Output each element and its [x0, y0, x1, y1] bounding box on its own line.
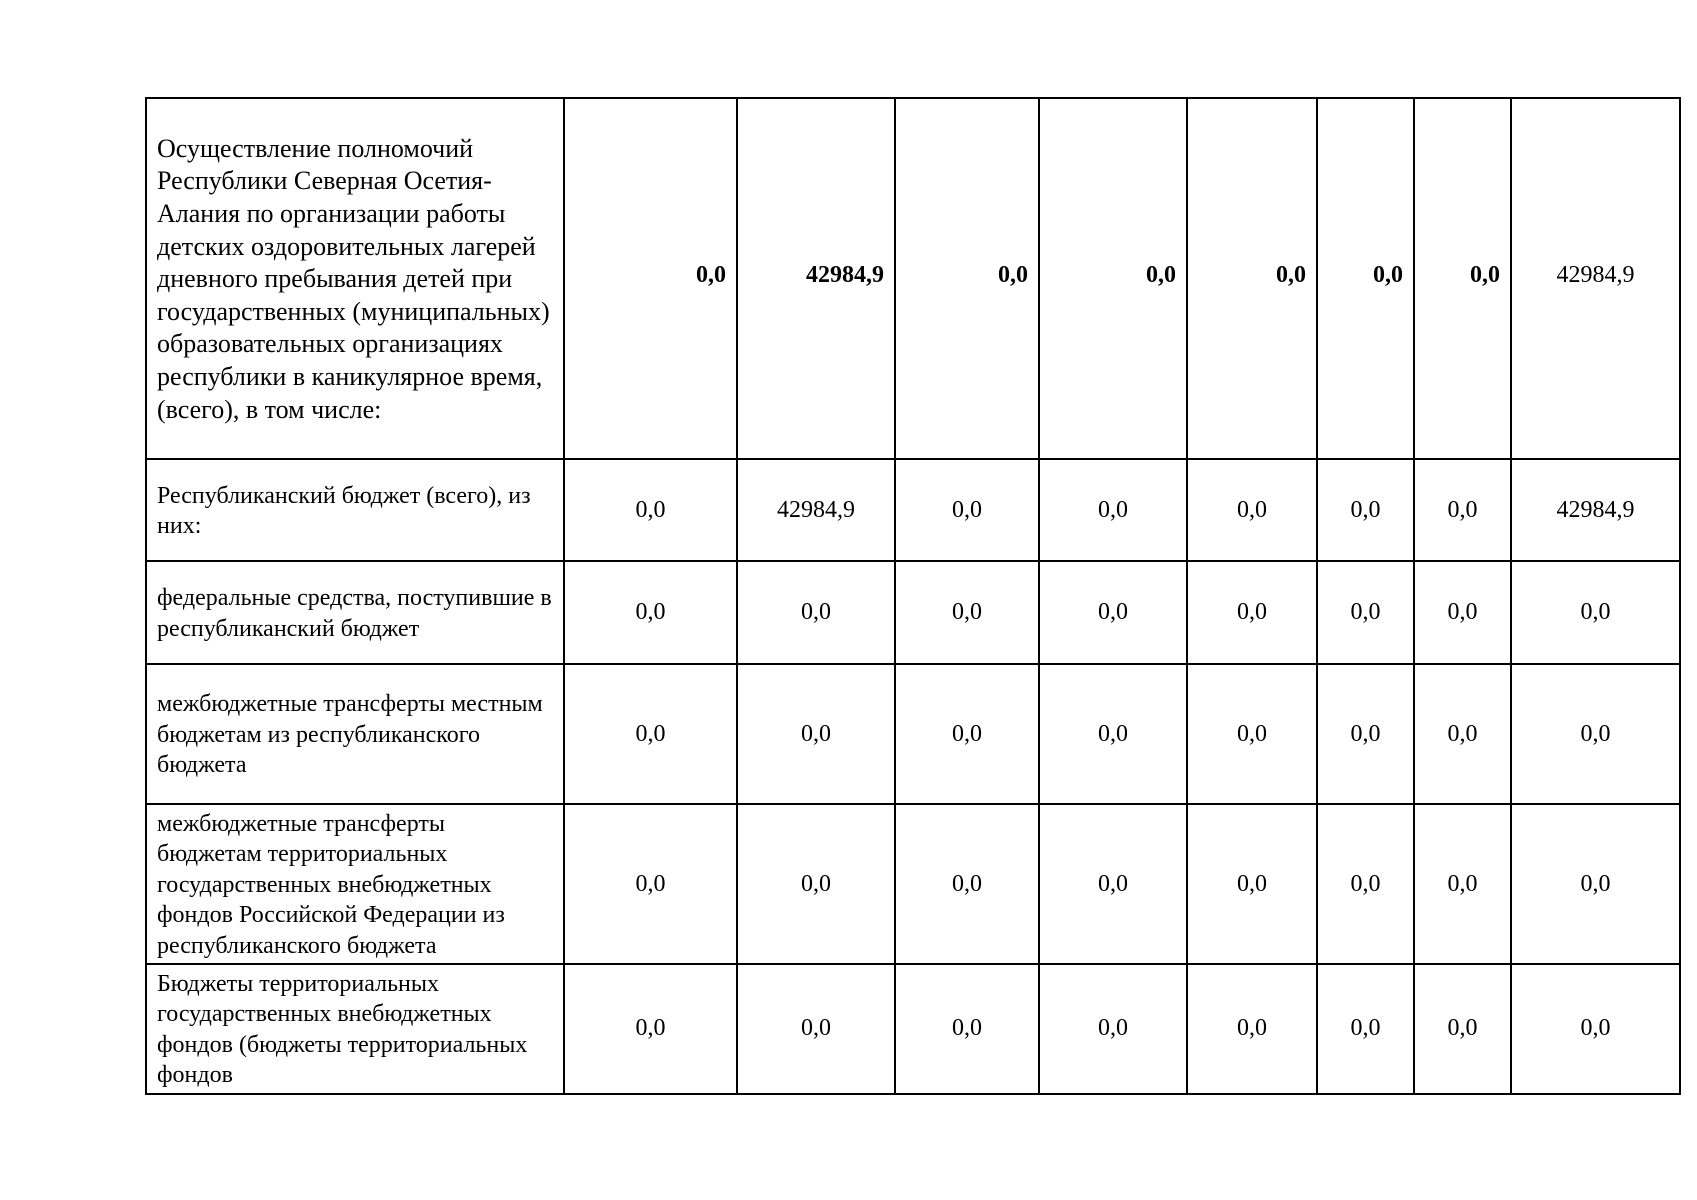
value-cell: 0,0	[1039, 561, 1187, 664]
value-cell: 0,0	[1039, 664, 1187, 804]
value-cell: 0,0	[1317, 804, 1414, 964]
value-cell	[564, 98, 737, 459]
row-label: межбюджетные трансферты местным бюджетам из республиканского бюджета	[146, 664, 564, 804]
value-cell: 42984,9	[737, 459, 895, 561]
total-cell: 0,0	[1511, 804, 1680, 964]
value-cell: 0,0	[895, 804, 1039, 964]
value-cell: 0,0	[564, 664, 737, 804]
table-row	[146, 664, 1680, 804]
value-cell: 0,0	[564, 804, 737, 964]
value-text: 0,0	[1276, 262, 1306, 288]
value-cell: 0,0	[1187, 561, 1317, 664]
table-row	[146, 964, 1680, 1094]
row-label: Осуществление полномочий Республики Северная Осетия-Алания по организации работы детских оздоровительных лагерей дневного пребывания детей при государственных (муниципальных) образовательных организациях республики в каникулярное время, (всего), в том числе:	[146, 98, 564, 459]
value-cell: 0,0	[895, 459, 1039, 561]
budget-table	[145, 97, 1681, 1095]
table-row	[146, 98, 1680, 459]
value-cell: 0,0	[564, 964, 737, 1094]
value-text: 42984,9	[1556, 262, 1635, 288]
value-cell: 0,0	[895, 561, 1039, 664]
value-text: 0,0	[1373, 262, 1403, 288]
value-cell: 0,0	[1414, 561, 1511, 664]
total-cell: 0,0	[1511, 561, 1680, 664]
table-row	[146, 561, 1680, 664]
row-label: Бюджеты территориальных государственных внебюджетных фондов (бюджеты территориальных фондов	[146, 964, 564, 1094]
value-cell: 0,0	[737, 964, 895, 1094]
value-cell: 0,0	[1187, 964, 1317, 1094]
row-label: федеральные средства, поступившие в республиканский бюджет	[146, 561, 564, 664]
value-cell: 0,0	[1317, 664, 1414, 804]
total-cell: 0,0	[1511, 664, 1680, 804]
value-cell: 0,0	[895, 964, 1039, 1094]
table-row	[146, 459, 1680, 561]
value-cell: 0,0	[1039, 964, 1187, 1094]
value-cell: 0,0	[1187, 664, 1317, 804]
value-cell: 0,0	[737, 561, 895, 664]
value-cell: 0,0	[564, 561, 737, 664]
value-cell	[1039, 98, 1187, 459]
value-cell: 0,0	[1039, 804, 1187, 964]
total-cell	[1511, 98, 1680, 459]
value-cell: 0,0	[1187, 459, 1317, 561]
value-text: 0,0	[1470, 262, 1500, 288]
table-body	[146, 98, 1680, 1094]
value-cell: 0,0	[1317, 459, 1414, 561]
value-cell: 0,0	[1414, 459, 1511, 561]
total-cell: 0,0	[1511, 964, 1680, 1094]
value-cell	[1414, 98, 1511, 459]
value-cell	[737, 98, 895, 459]
value-cell: 0,0	[564, 459, 737, 561]
row-label: Республиканский бюджет (всего), из них:	[146, 459, 564, 561]
table-row	[146, 804, 1680, 964]
value-cell: 0,0	[1317, 561, 1414, 664]
value-cell: 0,0	[1414, 804, 1511, 964]
value-cell: 0,0	[1414, 664, 1511, 804]
value-text: 0,0	[696, 262, 726, 288]
value-cell: 0,0	[737, 664, 895, 804]
value-cell	[895, 98, 1039, 459]
row-label: межбюджетные трансферты бюджетам территориальных государственных внебюджетных фондов Российской Федерации из республиканского бюджета	[146, 804, 564, 964]
value-cell	[1187, 98, 1317, 459]
value-text: 42984,9	[806, 262, 884, 288]
value-cell: 0,0	[1187, 804, 1317, 964]
value-cell	[1317, 98, 1414, 459]
value-cell: 0,0	[1317, 964, 1414, 1094]
total-cell: 42984,9	[1511, 459, 1680, 561]
value-text: 0,0	[998, 262, 1028, 288]
value-cell: 0,0	[895, 664, 1039, 804]
value-cell: 0,0	[1039, 459, 1187, 561]
value-cell: 0,0	[1414, 964, 1511, 1094]
value-cell: 0,0	[737, 804, 895, 964]
value-text: 0,0	[1146, 262, 1176, 288]
